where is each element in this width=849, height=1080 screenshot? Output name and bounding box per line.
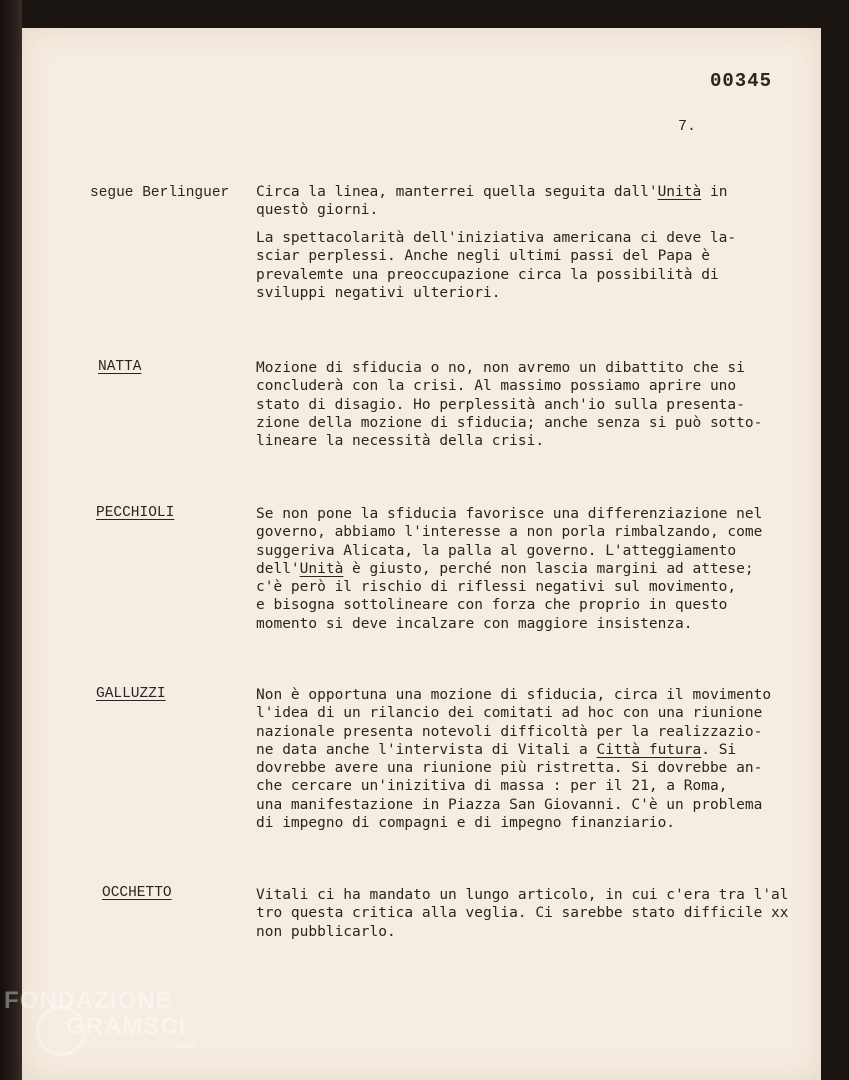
- speaker-natta: NATTA: [98, 359, 142, 375]
- watermark-line1: FONDAZIONE: [4, 987, 173, 1014]
- paragraph-berlinguer-2: La spettacolarità dell'iniziativa americana ci deve la- sciar perplessi. Anche negli ultimi passi del Papa è prevalemte una preoccupazione circa la possibilità di sviluppi negativi ulteriori.: [256, 230, 737, 301]
- document-number: 00345: [710, 70, 773, 92]
- paragraph-berlinguer-1: Circa la linea, manterrei quella seguita dall'Unità in questò giorni.: [256, 184, 728, 219]
- document-page: [22, 28, 821, 1080]
- watermark-line2: GRAMSCI: [66, 1013, 187, 1040]
- paragraph-occhetto: Vitali ci ha mandato un lungo articolo, in cui c'era tra l'al tro questa critica alla veglia. Ci sarebbe stato difficile xx non pubblicarlo.: [256, 887, 789, 940]
- watermark-sub: onlus: [174, 1040, 196, 1050]
- speaker-berlinguer: segue Berlinguer: [90, 185, 230, 201]
- fondazione-gramsci-watermark: [4, 988, 196, 1050]
- paragraph-pecchioli: Se non pone la sfiducia favorisce una differenziazione nel governo, abbiamo l'interesse a non porla rimbalzando, come suggeriva Alicata, la palla al governo. L'atteggiamento dell'Unità è giusto, perché non lascia margini ad attese; c'è però il rischio di riflessi negativi sul movimento, e bisogna sottolineare con forza che proprio in questo momento si deve incalzare con maggiore insistenza.: [256, 506, 763, 632]
- speaker-galluzzi: GALLUZZI: [96, 686, 166, 702]
- speaker-occhetto: OCCHETTO: [102, 885, 172, 901]
- page-number: 7.: [678, 118, 697, 135]
- watermark-logo-icon: [36, 1006, 86, 1056]
- paragraph-natta: Mozione di sfiducia o no, non avremo un dibattito che si concluderà con la crisi. Al massimo possiamo aprire uno stato di disagio. Ho perplessità anch'io sulla presenta- zione della mozione di sfiducia; anche senza si può sotto- lineare la necessità della crisi.: [256, 360, 763, 450]
- scanner-edge: [0, 0, 22, 1080]
- paragraph-galluzzi: Non è opportuna una mozione di sfiducia, circa il movimento l'idea di un rilancio dei comitati ad hoc con una riunione nazionale presenta notevoli difficoltà per la realizzazio- ne data anche l'intervista di Vitali a Città futura. Si dovrebbe avere una riunione più ristretta. Si dovrebbe an- che cercare un'inizitiva di massa : per il 21, a Roma, una manifestazione in Piazza San Giovanni. C'è un problema di impegno di compagni e di impegno finanziario.: [256, 687, 772, 832]
- speaker-pecchioli: PECCHIOLI: [96, 505, 175, 521]
